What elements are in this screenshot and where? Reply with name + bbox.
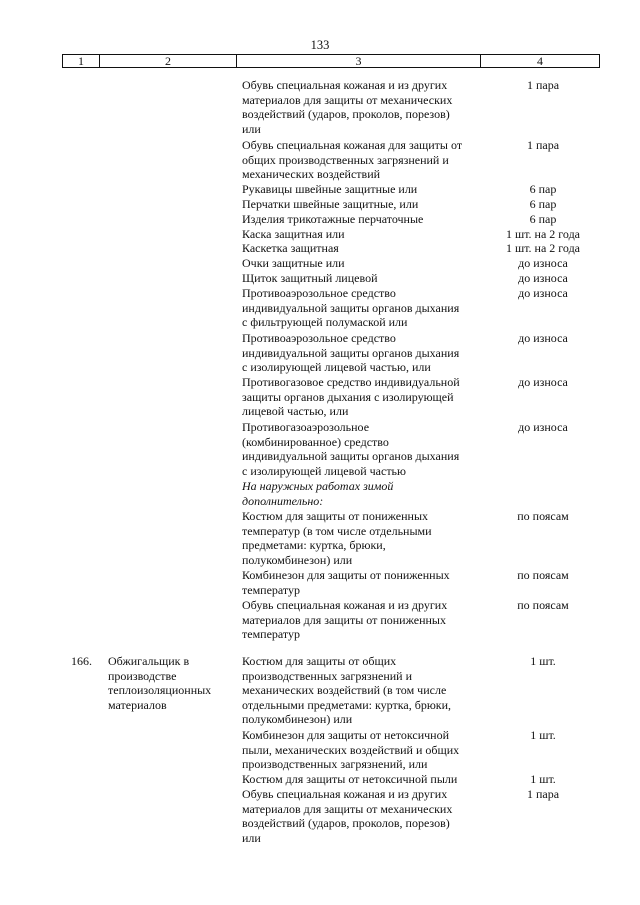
protective-item — [242, 728, 487, 772]
issue-norm: 1 шт. на 2 года — [505, 227, 581, 241]
item-line: Костюм для защиты от нетоксичной пыли — [242, 772, 458, 786]
issue-norm: 6 пар — [529, 182, 557, 196]
item-line: защиты органов дыхания с изолирующей — [242, 389, 454, 404]
item-line: полукомбинезон) или — [242, 552, 353, 567]
item-line: Комбинезон для защиты от нетоксичной — [242, 728, 450, 742]
item-line: пыли, механических воздействий и общих — [242, 742, 460, 757]
item-line: На наружных работах зимой — [242, 479, 394, 493]
item-line: Очки защитные или — [242, 256, 345, 270]
item-line: Обувь специальная кожаная и из других — [242, 78, 448, 92]
item-line: отдельными предметами: куртка, брюки, — [242, 697, 452, 712]
item-line: Противогазовое средство индивидуальной — [242, 375, 460, 389]
item-line: Рукавицы швейные защитные или — [242, 182, 418, 196]
item-line: дополнительно: — [242, 493, 324, 508]
profession-line: Обжигальщик в — [108, 654, 190, 668]
item-line: индивидуальной защиты органов дыхания — [242, 449, 460, 464]
issue-norm: 1 пара — [526, 787, 560, 801]
issue-norm: до износа — [518, 271, 568, 285]
item-line: общих производственных загрязнений и — [242, 152, 449, 167]
issue-norm: до износа — [518, 420, 568, 434]
item-line: материалов для защиты от механических — [242, 801, 453, 816]
item-line: производственных загрязнений и — [242, 668, 413, 683]
item-line: Комбинезон для защиты от пониженных — [242, 568, 450, 582]
issue-norm: 6 пар — [529, 212, 557, 226]
protective-item — [242, 509, 487, 567]
item-line: полукомбинезон) или — [242, 712, 353, 727]
issue-norm: 1 шт. — [530, 728, 556, 742]
protective-item — [242, 256, 487, 271]
issue-norm: 6 пар — [529, 197, 557, 211]
column-header-2: 2 — [100, 55, 237, 67]
column-header-3: 3 — [237, 55, 481, 67]
item-line: Каскетка защитная — [242, 241, 339, 255]
item-line: воздействий (ударов, проколов, порезов) — [242, 816, 450, 831]
item-line: с фильтрующей полумаской или — [242, 315, 408, 330]
item-line: Щиток защитный лицевой — [242, 271, 378, 285]
issue-norm: по поясам — [517, 509, 569, 523]
protective-item — [242, 271, 487, 286]
profession-line: теплоизоляционных — [108, 683, 212, 698]
protective-item — [242, 654, 487, 727]
protective-item — [242, 787, 487, 845]
protective-item — [242, 331, 487, 375]
protective-item — [242, 182, 487, 197]
protective-item — [242, 479, 487, 508]
item-line: материалов для защиты от механических — [242, 92, 453, 107]
item-line: Обувь специальная кожаная для защиты от — [242, 138, 463, 152]
item-line: механических воздействий — [242, 167, 381, 182]
item-line: предметами: куртка, брюки, — [242, 538, 386, 553]
item-line: или — [242, 830, 261, 845]
row-number: 166. — [71, 654, 92, 668]
issue-norm: 1 шт. — [530, 772, 556, 786]
protective-item — [242, 286, 487, 330]
item-line: индивидуальной защиты органов дыхания — [242, 345, 460, 360]
issue-norm: по поясам — [517, 598, 569, 612]
item-line: Костюм для защиты от общих — [242, 654, 397, 668]
item-line: Обувь специальная кожаная и из других — [242, 598, 448, 612]
item-line: с изолирующей лицевой частью, или — [242, 360, 431, 375]
protective-item — [242, 78, 487, 136]
protective-item — [242, 772, 487, 787]
item-line: Противоаэрозольное средство — [242, 331, 396, 345]
item-line: Обувь специальная кожаная и из других — [242, 787, 448, 801]
item-line: (комбинированное) средство — [242, 434, 389, 449]
item-line: Костюм для защиты от пониженных — [242, 509, 429, 523]
protective-item — [242, 598, 487, 642]
item-line: Каска защитная или — [242, 227, 345, 241]
item-line: механических воздействий (в том числе — [242, 683, 447, 698]
table-header — [62, 54, 600, 68]
item-line: индивидуальной защиты органов дыхания — [242, 300, 460, 315]
item-line: температур — [242, 627, 301, 642]
item-line: Перчатки швейные защитные, или — [242, 197, 419, 211]
item-line: Противогазоаэрозольное — [242, 420, 370, 434]
issue-norm: до износа — [518, 331, 568, 345]
issue-norm: 1 пара — [526, 78, 560, 92]
item-line: материалов для защиты от пониженных — [242, 612, 446, 627]
item-line: производственных загрязнений, или — [242, 757, 428, 772]
column-header-4: 4 — [537, 54, 543, 68]
profession-line: материалов — [108, 697, 167, 712]
issue-norm: 1 шт. на 2 года — [505, 241, 581, 255]
item-line: Противоаэрозольное средство — [242, 286, 396, 300]
item-line: с изолирующей лицевой частью — [242, 463, 406, 478]
protective-item — [242, 212, 487, 227]
protective-item — [242, 420, 487, 478]
issue-norm: до износа — [518, 286, 568, 300]
column-header-1: 1 — [63, 55, 100, 67]
item-line: Изделия трикотажные перчаточные — [242, 212, 424, 226]
issue-norm: до износа — [518, 375, 568, 389]
protective-item — [242, 568, 487, 597]
protective-item — [242, 138, 487, 182]
item-line: воздействий (ударов, проколов, порезов) — [242, 107, 450, 122]
issue-norm: 1 пара — [526, 138, 560, 152]
issue-norm: до износа — [518, 256, 568, 270]
profession-line: производстве — [108, 668, 177, 683]
page-number: 133 — [310, 38, 330, 52]
protective-item — [242, 375, 487, 419]
protective-item — [242, 197, 487, 212]
item-line: или — [242, 121, 261, 136]
protective-item — [242, 241, 487, 256]
protective-item — [242, 227, 487, 242]
issue-norm: 1 шт. — [530, 654, 556, 668]
item-line: температур — [242, 582, 301, 597]
profession-name — [108, 654, 234, 712]
item-line: температур (в том числе отдельными — [242, 523, 432, 538]
issue-norm: по поясам — [517, 568, 569, 582]
item-line: лицевой частью, или — [242, 404, 349, 419]
